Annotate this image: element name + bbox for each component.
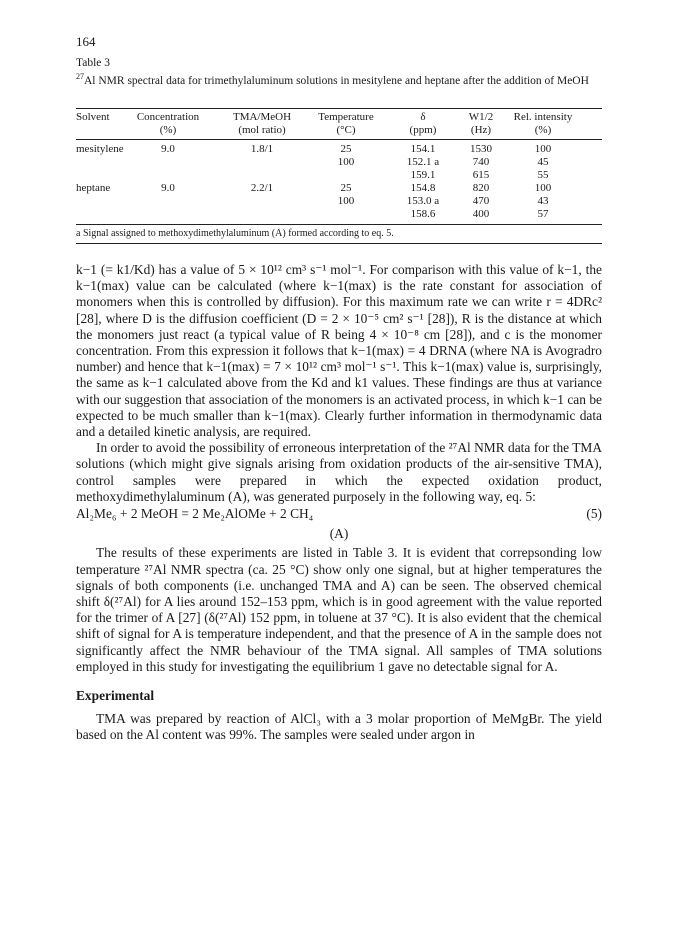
article-body: [76, 262, 602, 744]
header-linewidth: W1/2: [468, 111, 494, 123]
table-title: $^{27}$Al NMR spectral data for trimethylaluminum solutions in mesitylene and heptane after the addition of MeOH: [76, 72, 589, 87]
table-caption: [76, 56, 602, 88]
equation-text: Al₂Me₆ + 2 MeOH = 2 Me₂AlOMe + 2 CH₄: [76, 506, 314, 522]
table-row: heptane 9.0 2.2/1 25 154.8 820 100: [76, 182, 552, 194]
page-number: 164: [76, 34, 96, 49]
nmr-data-table: [76, 108, 602, 244]
header-tma-meoh: TMA/MeOH: [232, 111, 292, 123]
header-rel-intensity: Rel. intensity: [513, 111, 573, 123]
section-heading: Experimental: [76, 688, 155, 704]
paragraph: In order to avoid the possibility of erroneous interpretation of the ²⁷Al NMR data for the TMA solutions (which might give signals arising from oxidation products of the air-sensitive TMA), control samples were prepared in which the expected oxidation product, methoxydimethylaluminum (A), was generated purposely in the following way, eq. 5:: [76, 440, 602, 504]
header-solvent: Solvent: [76, 111, 110, 123]
unit-linewidth: (Hz): [470, 124, 492, 136]
table-footnote-rule: [76, 243, 602, 244]
table-top-rule: [76, 108, 602, 109]
table-row: 100 152.1 a 740 45: [337, 156, 549, 168]
equation-number: (5): [586, 506, 602, 522]
table-row: 100 153.0 a 470 43: [337, 195, 549, 207]
table-label: Table 3: [76, 57, 111, 69]
table-header-row: [76, 111, 602, 124]
table-row: mesitylene 9.0 1.8/1 25 154.1 1530 100: [76, 143, 552, 155]
unit-delta: (ppm): [409, 124, 437, 136]
table-row: 158.6 400 57: [410, 208, 549, 220]
table-footnote: a Signal assigned to methoxydimethylaluminum (A) formed according to eq. 5.: [76, 228, 394, 239]
equation-5: [76, 506, 602, 522]
unit-rel-intensity: (%): [534, 124, 552, 136]
unit-tma-meoh: (mol ratio): [238, 124, 286, 136]
header-delta: δ: [420, 111, 426, 123]
equation-compound-label: (A): [329, 526, 349, 542]
paragraph: k−1 (= k1/Kd) has a value of 5 × 10¹² cm³ s⁻¹ mol⁻¹. For comparison with this value of k−1, the k−1(max) value can be calculated (where k−1(max) is the rate constant for association of monomers when this is controlled by diffusion). For this maximum rate we can write r = 4DRc² [28], where D is the diffusion coefficient (D = 2 × 10⁻⁵ cm² s⁻¹ [28]), R is the distance at which the monomers just react (a typical value of R being 4 × 10⁻⁸ cm [28]), and c is the monomer concentration. From this expression it follows that k−1(max) = 4 DRNA (where NA is Avogradro number) and hence that k−1(max) = 7 × 10¹² cm³ mol⁻¹ s⁻¹. This k−1(max) value is, surprisingly, the same as k−1 calculated above from the Kd and k1 values. These findings are thus at variance with our suggestion that association of the monomers is an activated process, in which k−1 can be expected to be much smaller than k−1(max). Clearly further information in thermodynamic data and a detailed kinetic analysis, are required.: [76, 262, 602, 440]
header-concentration: Concentration: [136, 111, 200, 123]
unit-temperature: (°C): [336, 124, 356, 136]
paragraph: The results of these experiments are listed in Table 3. It is evident that correpsonding low temperature ²⁷Al NMR spectra (ca. 25 °C) show only one signal, but at higher temperatures the signals of both components (i.e. unchanged TMA and A) can be seen. The observed chemical shift δ(²⁷Al) for A lies around 152–153 ppm, which is in good agreement with the value reported for the trimer of A [27] (δ(²⁷Al) 152 ppm, in toluene at 37 °C). It is also evident that the chemical shift of signal for A is temperature independent, and that the presence of A in the sample does not significantly affect the NMR behaviour of the TMA signal. All samples of TMA solutions employed in this study for investigating the equilibrium 1 gave no detectable signal for A.: [76, 545, 602, 674]
header-temperature: Temperature: [318, 111, 374, 123]
table-row: 159.1 615 55: [410, 169, 549, 181]
paragraph: TMA was prepared by reaction of AlCl₃ with a 3 molar proportion of MeMgBr. The yield based on the Al content was 99%. The samples were sealed under argon in: [76, 711, 602, 743]
unit-concentration: (%): [159, 124, 177, 136]
table-units-row: [76, 124, 602, 137]
